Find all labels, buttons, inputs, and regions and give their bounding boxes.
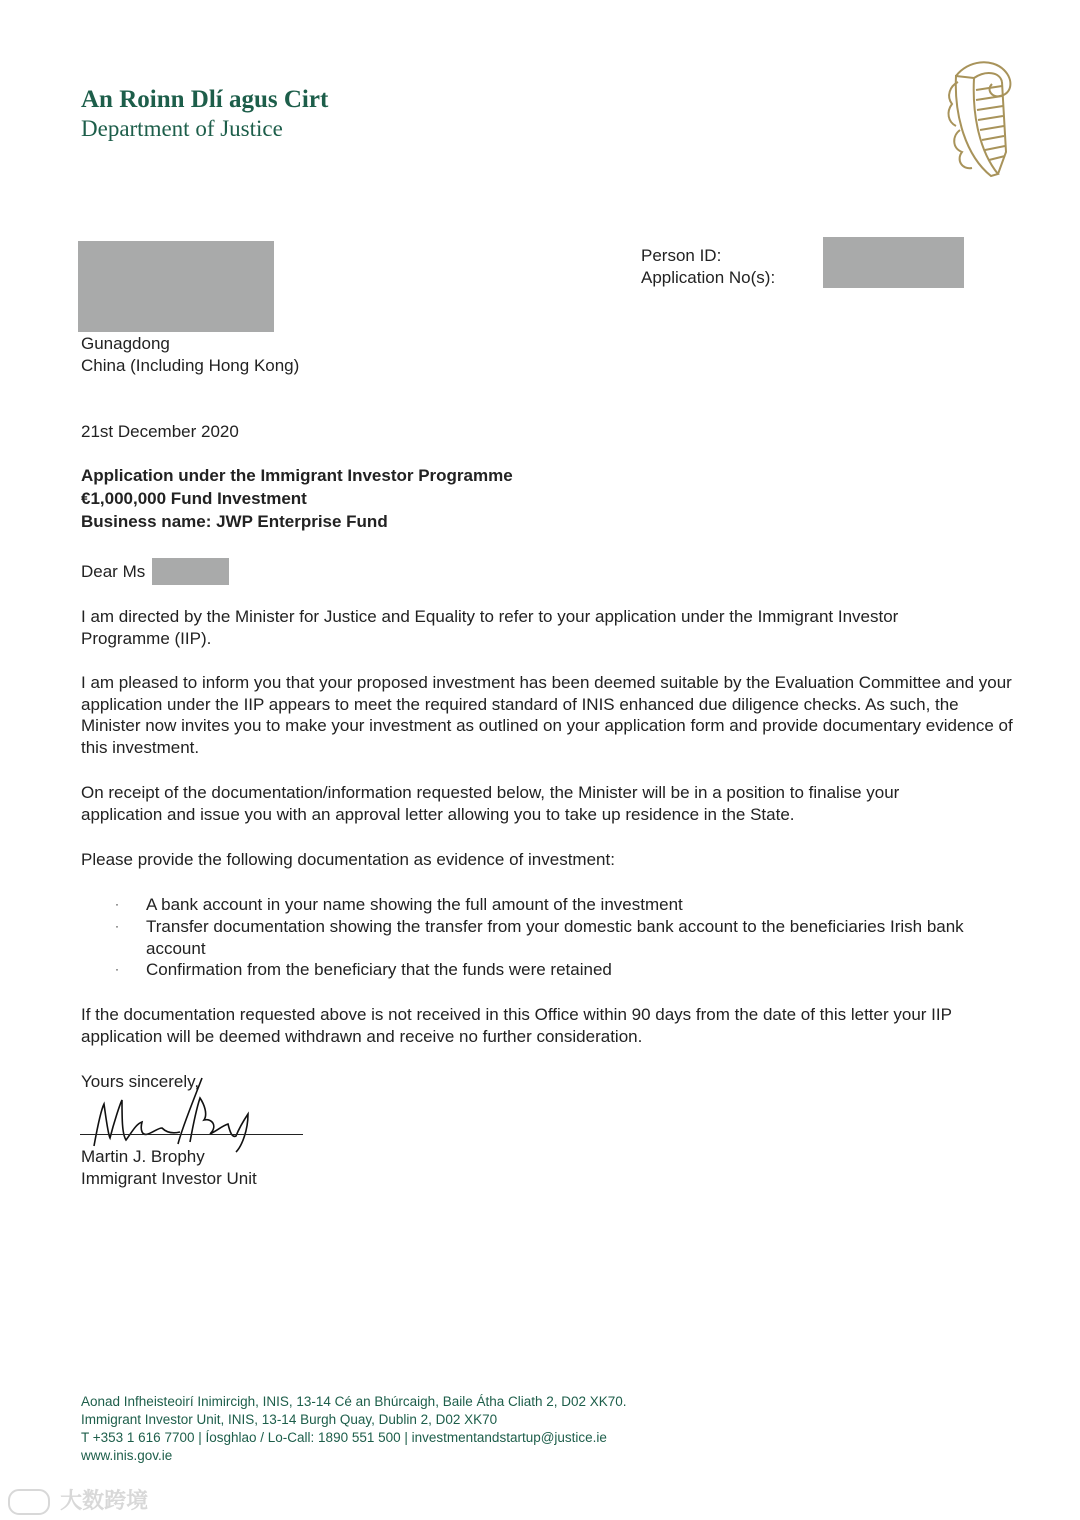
signature-line — [80, 1134, 303, 1135]
watermark-logo-icon — [8, 1489, 50, 1515]
harp-icon — [936, 56, 1022, 182]
body-paragraph-3: On receipt of the documentation/information requested below, the Minister will be in a position to finalise your application and issue you with an approval letter allowing you to take up residence in the State. — [81, 783, 900, 824]
footer-website: www.inis.gov.ie — [81, 1448, 173, 1463]
salutation: Dear Ms — [81, 562, 146, 581]
watermark — [8, 1484, 148, 1515]
body-paragraph-4: Please provide the following documentation as evidence of investment: — [81, 850, 615, 869]
application-number-label: Application No(s): — [641, 268, 776, 287]
body-paragraph-2: I am pleased to inform you that your proposed investment has been deemed suitable by the Evaluation Committee and your application under the IIP appears to meet the required standard of INIS enhanced due diligence checks. As such, the Minister now invites you to make your investment as outlined on your application form and provide documentary evidence of this investment. — [81, 673, 1013, 757]
list-item — [115, 894, 1015, 916]
signature — [82, 1074, 282, 1154]
subject-line-2: €1,000,000 Fund Investment — [81, 489, 307, 508]
body-paragraph-5: If the documentation requested above is not received in this Office within 90 days from the date of this letter your IIP application will be deemed withdrawn and receive no further consideration. — [81, 1005, 952, 1046]
department-irish-name: An Roinn Dlí agus Cirt — [81, 86, 329, 113]
letter-date: 21st December 2020 — [81, 422, 239, 441]
redacted-recipient-surname — [152, 558, 229, 585]
list-item — [115, 959, 1015, 981]
bullet-text: Confirmation from the beneficiary that the funds were retained — [146, 960, 612, 979]
list-item — [115, 916, 985, 959]
subject-line-1: Application under the Immigrant Investor Programme — [81, 466, 513, 485]
person-id-label: Person ID: — [641, 246, 722, 265]
bullet-text: A bank account in your name showing the full amount of the investment — [146, 895, 683, 914]
signatory-name: Martin J. Brophy — [81, 1147, 205, 1166]
bullet-icon: · — [115, 919, 119, 933]
bullet-text: Transfer documentation showing the transfer from your domestic bank account to the beneficiaries Irish bank account — [146, 917, 964, 958]
bullet-icon: · — [115, 897, 119, 911]
body-paragraph-1: I am directed by the Minister for Justice and Equality to refer to your application under the Immigrant Investor Programme (IIP). — [81, 607, 899, 648]
footer-irish-address: Aonad Infheisteoirí Inimircigh, INIS, 13-14 Cé an Bhúrcaigh, Baile Átha Cliath 2, D02 XK70. — [81, 1394, 627, 1409]
footer-english-address: Immigrant Investor Unit, INIS, 13-14 Burgh Quay, Dublin 2, D02 XK70 — [81, 1412, 498, 1427]
recipient-country: China (Including Hong Kong) — [81, 356, 300, 375]
valediction: Yours sincerely, — [81, 1072, 200, 1091]
redacted-name-address — [78, 241, 274, 332]
recipient-region: Gunagdong — [81, 334, 170, 353]
footer-contact: T +353 1 616 7700 | Íosghlao / Lo-Call: 1890 551 500 | investmentandstartup@justice.ie — [81, 1430, 607, 1445]
bullet-icon: · — [115, 962, 119, 976]
watermark-text: 大数跨境 — [60, 1488, 149, 1513]
redacted-reference-numbers — [823, 237, 964, 288]
signatory-unit: Immigrant Investor Unit — [81, 1169, 257, 1188]
subject-line-3: Business name: JWP Enterprise Fund — [81, 512, 388, 531]
department-english-name: Department of Justice — [81, 116, 283, 141]
